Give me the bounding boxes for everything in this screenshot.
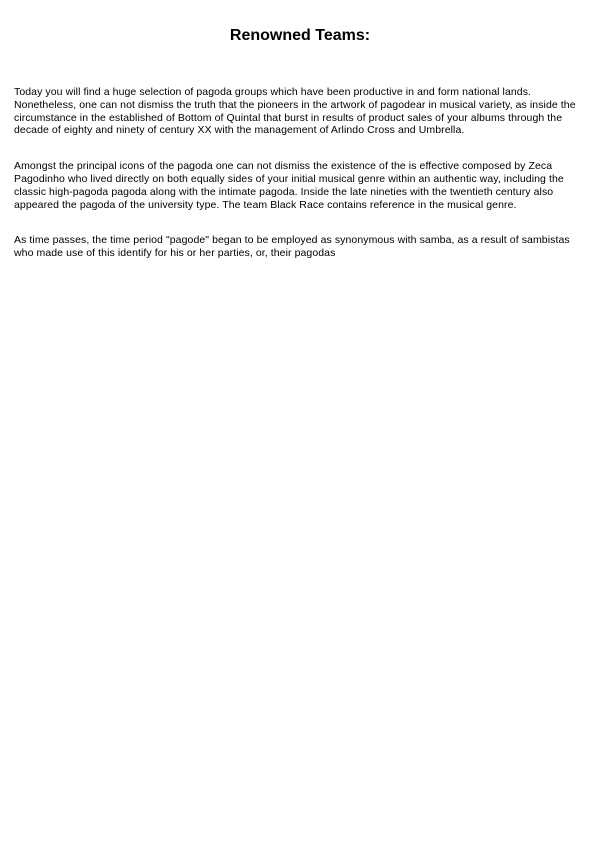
- document-title: Renowned Teams:: [229, 27, 371, 44]
- paragraph-3: As time passes, the time period "pagode" began to be employed as synonymous with samba, as a result of sambistas who made use of this identify for his or her parties, or, their pagodas: [14, 234, 570, 260]
- document-body: [14, 86, 586, 260]
- paragraph-2: Amongst the principal icons of the pagoda one can not dismiss the existence of the is effective composed by Zeca Pagodinho who lived directly on both equally sides of your initial musical genre within an authentic way, including the classic high-pagoda pagoda along with the intimate pagoda. Inside the late nineties with the twentieth century also appeared the pagoda of the university type. The team Black Race contains reference in the musical genre.: [14, 160, 564, 211]
- paragraph-1: Today you will find a huge selection of pagoda groups which have been productive in and form national lands. Nonetheless, one can not dismiss the truth that the pioneers in the artwork of pagodear in musical variety, as inside the circumstance in the established of Bottom of Quintal that burst in results of product sales of your albums through the decade of eighty and ninety of century XX with the management of Arlindo Cross and Umbrella.: [14, 86, 576, 137]
